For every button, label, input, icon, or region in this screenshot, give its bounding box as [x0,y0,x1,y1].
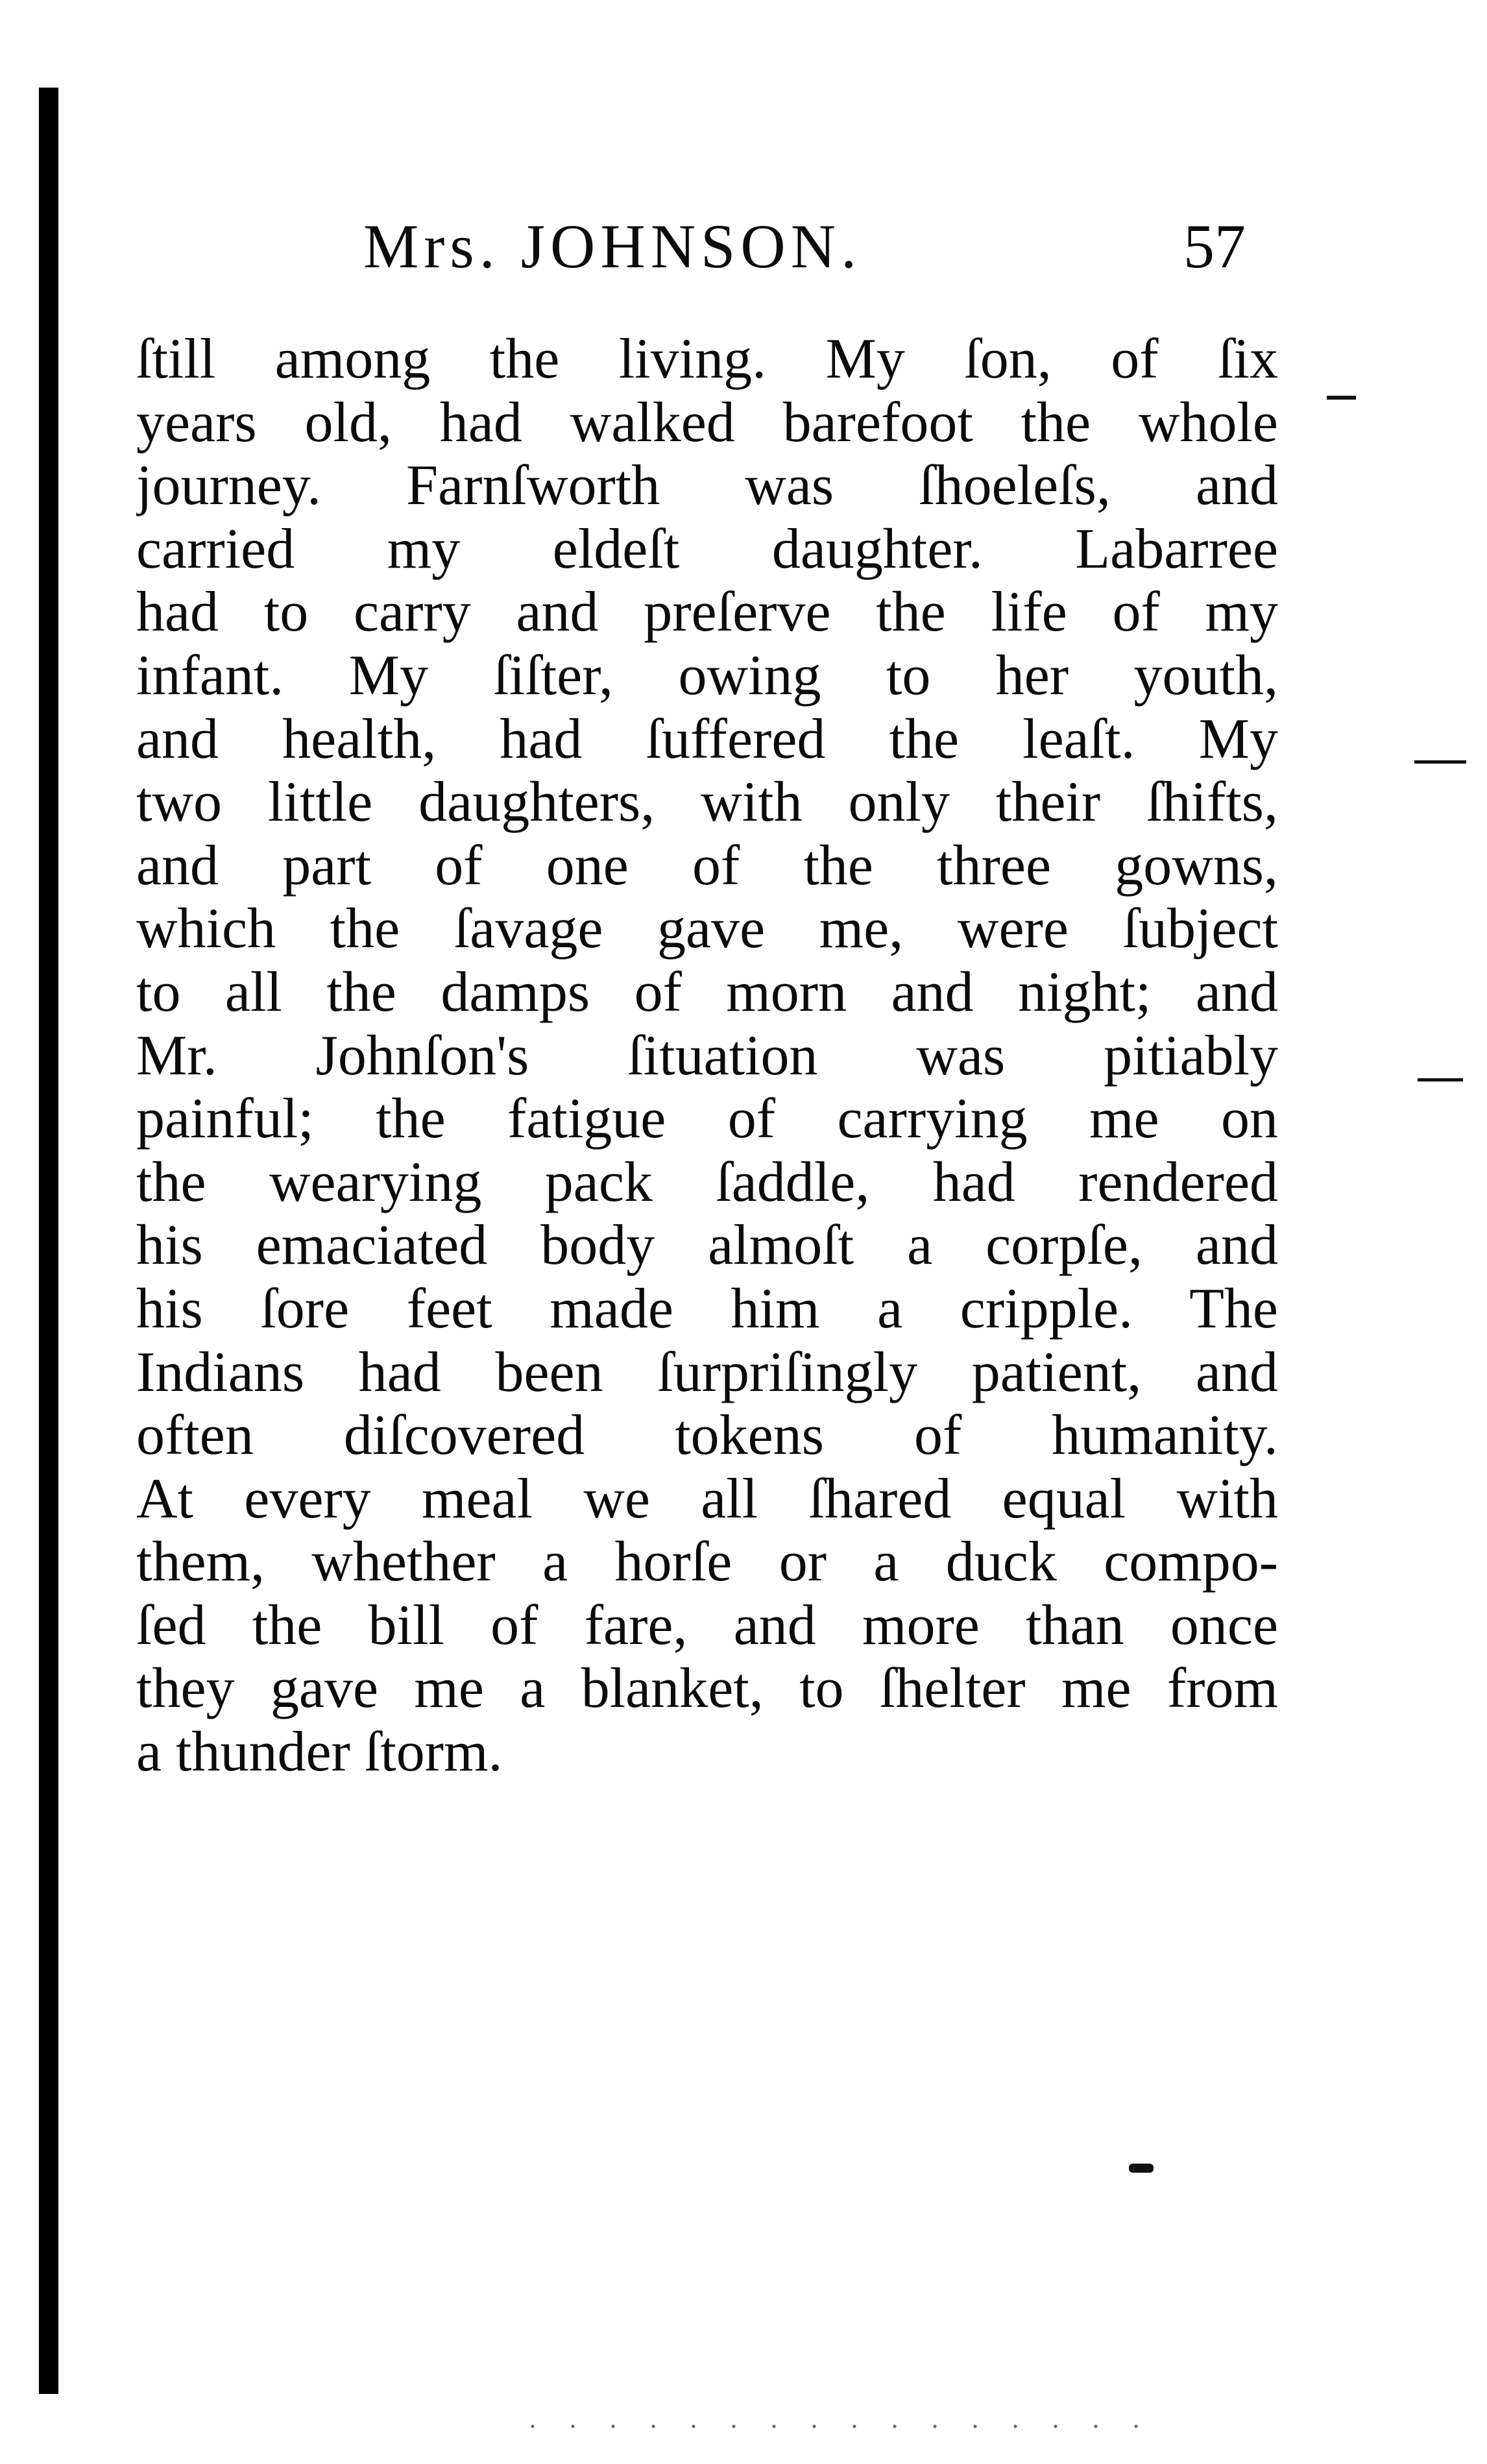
margin-mark [1129,2164,1154,2173]
text-line: Mr. Johnſon's ſituation was pitiably [136,1024,1278,1087]
margin-mark [1418,1078,1463,1081]
text-line: his emaciated body almoſt a corpſe, and [136,1214,1278,1277]
page-number: 57 [1183,211,1246,281]
page-binding-edge [39,88,58,2394]
text-line: a thunder ſtorm. [136,1721,503,1784]
text-line: infant. My ſiſter, owing to her youth, [136,644,1278,707]
text-line: they gave me a blanket, to ſhelter me from [136,1657,1278,1721]
text-line: years old, had walked barefoot the whole [136,391,1278,454]
text-line: painful; the fatigue of carrying me on [136,1087,1278,1151]
text-line: which the ſavage gave me, were ſubject [136,897,1278,961]
text-line: to all the damps of morn and night; and [136,960,1278,1024]
body-text [136,328,1278,1784]
text-line: the wearying pack ſaddle, had rendered [136,1150,1278,1214]
text-line: journey. Farnſworth was ſhoeleſs, and [136,454,1278,518]
running-title: Mrs. JOHNSON. [363,211,862,281]
text-line: his ſore feet made him a cripple. The [136,1277,1278,1340]
text-line: two little daughters, with only their ſhifts, [136,771,1278,834]
text-line: them, whether a horſe or a duck compo- [136,1530,1278,1594]
text-line: often diſcovered tokens of humanity. [136,1404,1278,1468]
text-line: At every meal we all ſhared equal with [136,1467,1278,1530]
text-line: ſtill among the living. My ſon, of ſix [136,328,1278,391]
text-line: ſed the bill of fare, and more than once [136,1593,1278,1657]
text-line: had to carry and preſerve the life of my [136,581,1278,644]
page-header [363,208,1246,285]
margin-mark [1414,760,1466,764]
bottom-specks [513,2423,1161,2430]
text-line: and part of one of the three gowns, [136,834,1278,897]
margin-mark [1327,396,1356,400]
text-line: carried my eldeſt daughter. Labarree [136,517,1278,581]
text-line: and health, had ſuffered the leaſt. My [136,707,1278,771]
text-line: Indians had been ſurpriſingly patient, and [136,1340,1278,1404]
